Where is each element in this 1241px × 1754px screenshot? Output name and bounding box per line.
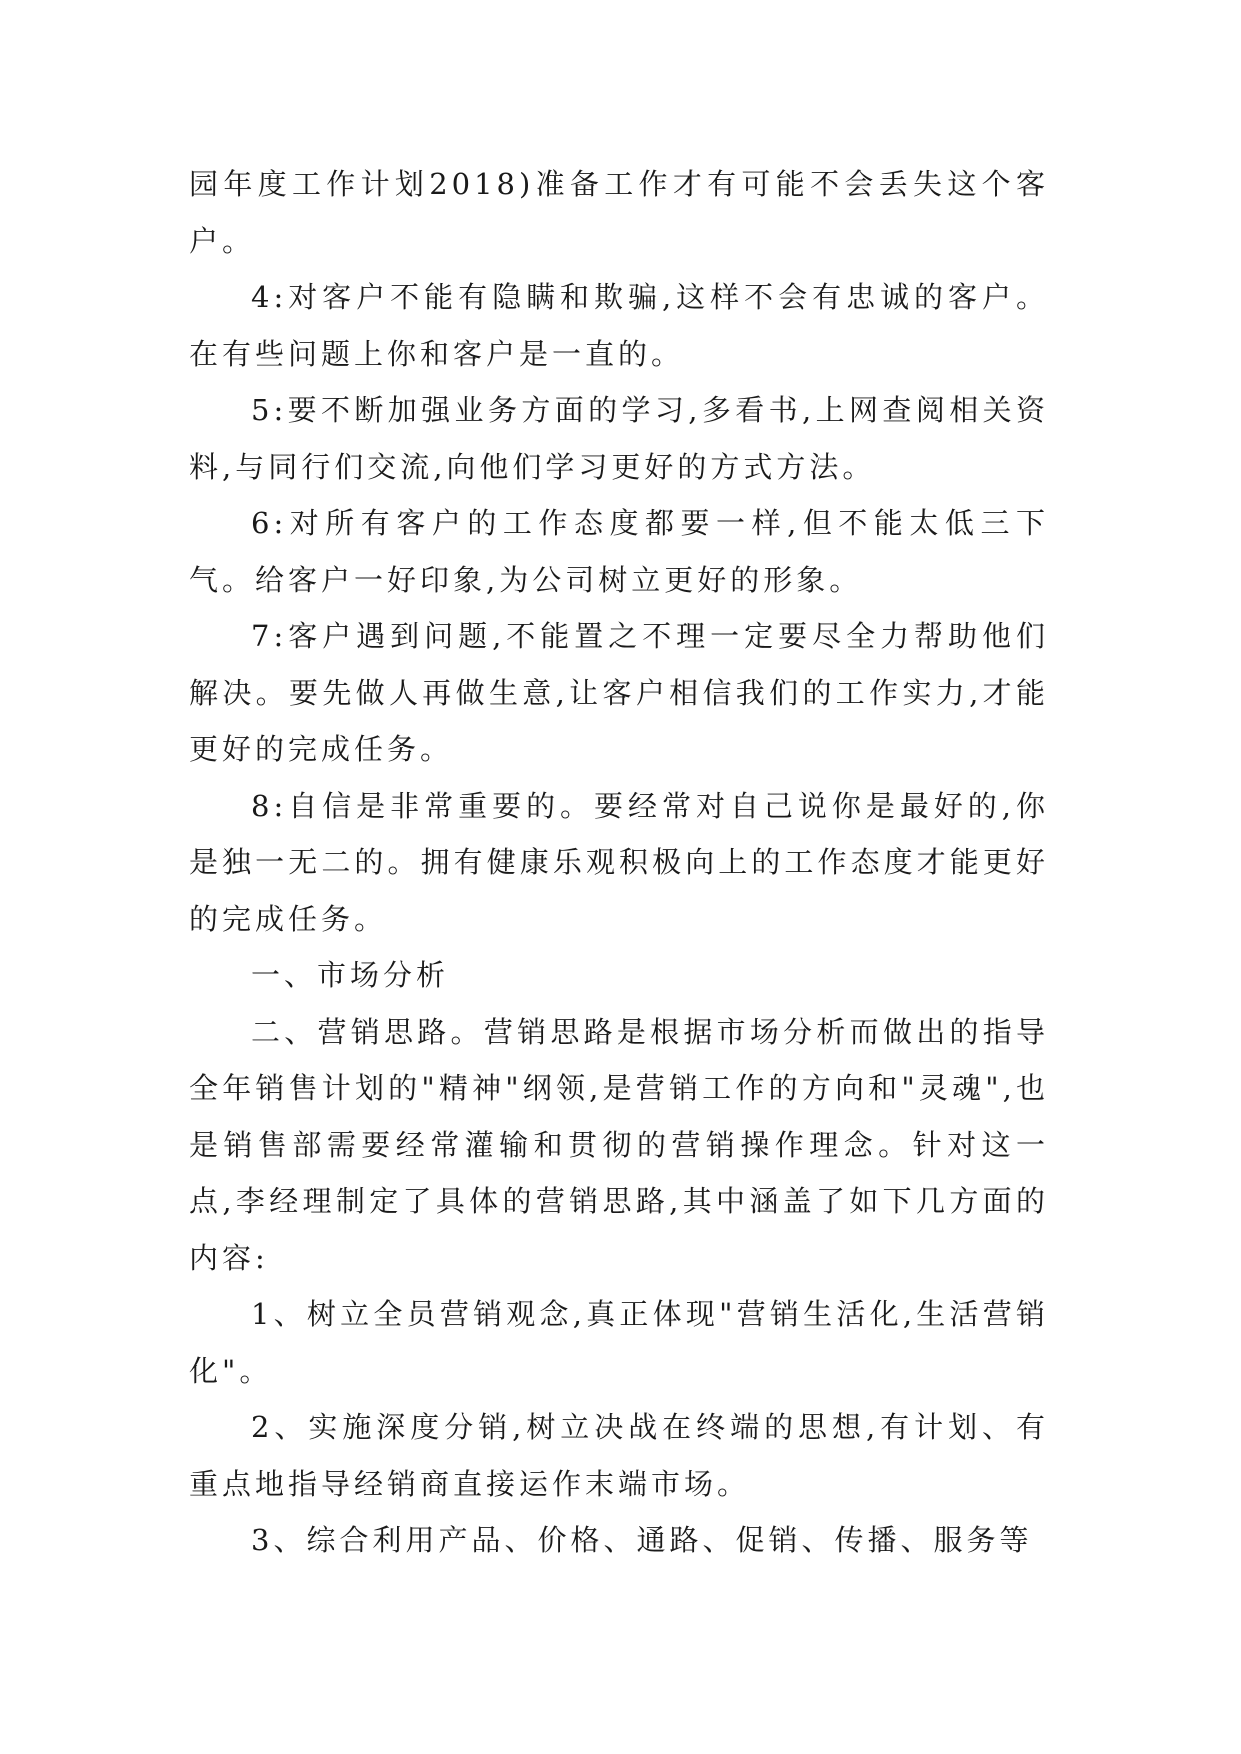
paragraph-4: 6:对所有客户的工作态度都要一样,但不能太低三下气。给客户一好印象,为公司树立更好的形象。 — [189, 506, 1049, 597]
paragraph-2: 4:对客户不能有隐瞒和欺骗,这样不会有忠诚的客户。在有些问题上你和客户是一直的。 — [189, 280, 1049, 371]
paragraph-5: 7:客户遇到问题,不能置之不理一定要尽全力帮助他们解决。要先做人再做生意,让客户相信我们的工作实力,才能更好的完成任务。 — [189, 619, 1049, 766]
list-item-2: 2、实施深度分销,树立决战在终端的思想,有计划、有重点地指导经销商直接运作末端市场。 — [189, 1410, 1049, 1501]
paragraph-1: 园年度工作计划2018)准备工作才有可能不会丢失这个客户。 — [189, 167, 1049, 258]
paragraph-3: 5:要不断加强业务方面的学习,多看书,上网查阅相关资料,与同行们交流,向他们学习更好的方式方法。 — [189, 393, 1049, 484]
list-item-3: 3、综合利用产品、价格、通路、促销、传播、服务等 — [251, 1523, 1033, 1557]
section-marketing-ideas: 二、营销思路。营销思路是根据市场分析而做出的指导全年销售计划的"精神"纲领,是营销工作的方向和"灵魂",也是销售部需要经常灌输和贯彻的营销操作理念。针对这一点,李经理制定了具体的营销思路,其中涵盖了如下几方面的内容: — [189, 1014, 1049, 1275]
section-heading-market-analysis: 一、市场分析 — [251, 958, 450, 992]
document-body — [189, 156, 1049, 1569]
list-item-1: 1、树立全员营销观念,真正体现"营销生活化,生活营销化"。 — [189, 1297, 1049, 1388]
paragraph-6: 8:自信是非常重要的。要经常对自己说你是最好的,你是独一无二的。拥有健康乐观积极向上的工作态度才能更好的完成任务。 — [189, 788, 1049, 936]
